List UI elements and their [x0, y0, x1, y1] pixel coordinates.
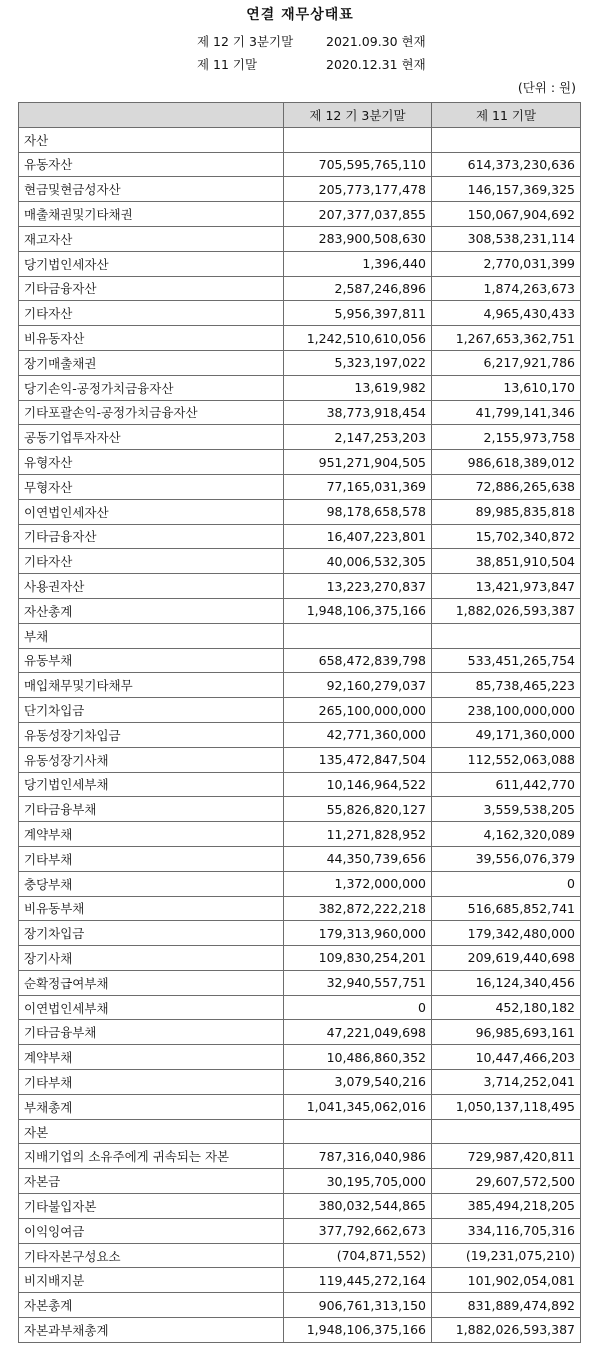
- account-label: 비유동부채: [19, 896, 284, 921]
- account-label: 기타금융부채: [19, 797, 284, 822]
- table-row: [19, 326, 581, 351]
- table-row: [19, 152, 581, 177]
- current-period-value: 13,223,270,837: [284, 574, 432, 599]
- table-row: [19, 1218, 581, 1243]
- table-row: [19, 474, 581, 499]
- account-label: 재고자산: [19, 226, 284, 251]
- prior-period-value: 10,447,466,203: [432, 1045, 581, 1070]
- current-period-value: 92,160,279,037: [284, 673, 432, 698]
- current-period-value: 98,178,658,578: [284, 499, 432, 524]
- table-row: [19, 822, 581, 847]
- table-row: [19, 698, 581, 723]
- prior-period-value: 41,799,141,346: [432, 400, 581, 425]
- prior-period-value: 1,882,026,593,387: [432, 598, 581, 623]
- prior-period-value: 39,556,076,379: [432, 846, 581, 871]
- table-row: [19, 1045, 581, 1070]
- account-label: 계약부채: [19, 1045, 284, 1070]
- prior-period-value: 614,373,230,636: [432, 152, 581, 177]
- prior-period-value: 385,494,218,205: [432, 1194, 581, 1219]
- account-label: 당기법인세부채: [19, 772, 284, 797]
- table-row: [19, 970, 581, 995]
- prior-period-value: 986,618,389,012: [432, 450, 581, 475]
- current-period-value: 1,242,510,610,056: [284, 326, 432, 351]
- account-label: 단기차입금: [19, 698, 284, 723]
- current-period-value: 16,407,223,801: [284, 524, 432, 549]
- table-row: [19, 226, 581, 251]
- table-row: [19, 276, 581, 301]
- prior-period-value: 1,874,263,673: [432, 276, 581, 301]
- prior-period-value: 16,124,340,456: [432, 970, 581, 995]
- account-label: 장기차입금: [19, 921, 284, 946]
- current-period-value: [284, 623, 432, 648]
- current-period-value: 44,350,739,656: [284, 846, 432, 871]
- table-row: [19, 450, 581, 475]
- current-period-value: 377,792,662,673: [284, 1218, 432, 1243]
- account-label: 비지배지분: [19, 1268, 284, 1293]
- account-label: 기타금융자산: [19, 524, 284, 549]
- current-period-value: 42,771,360,000: [284, 722, 432, 747]
- current-period-value: 77,165,031,369: [284, 474, 432, 499]
- table-row: [19, 202, 581, 227]
- header-current-period: 제 12 기 3분기말: [284, 103, 432, 128]
- current-period-value: 265,100,000,000: [284, 698, 432, 723]
- account-label: 무형자산: [19, 474, 284, 499]
- account-label: 이연법인세자산: [19, 499, 284, 524]
- prior-period-value: 533,451,265,754: [432, 648, 581, 673]
- account-label: 부채총계: [19, 1094, 284, 1119]
- table-row: [19, 747, 581, 772]
- prior-period-value: 15,702,340,872: [432, 524, 581, 549]
- current-period-value: 705,595,765,110: [284, 152, 432, 177]
- prior-period-value: 179,342,480,000: [432, 921, 581, 946]
- prior-period-value: [432, 127, 581, 152]
- prior-period-value: 13,610,170: [432, 375, 581, 400]
- prior-period-value: 101,902,054,081: [432, 1268, 581, 1293]
- account-label: 기타포괄손익-공정가치금융자산: [19, 400, 284, 425]
- current-period-value: 2,147,253,203: [284, 425, 432, 450]
- prior-period-value: 4,965,430,433: [432, 301, 581, 326]
- account-label: 매입채무및기타채무: [19, 673, 284, 698]
- prior-period-value: 308,538,231,114: [432, 226, 581, 251]
- prior-period-value: 6,217,921,786: [432, 350, 581, 375]
- account-label: 기타자산: [19, 301, 284, 326]
- account-label: 기타금융자산: [19, 276, 284, 301]
- account-label: 사용권자산: [19, 574, 284, 599]
- current-period-value: 1,041,345,062,016: [284, 1094, 432, 1119]
- table-row: [19, 648, 581, 673]
- table-row: [19, 574, 581, 599]
- prior-period-value: 831,889,474,892: [432, 1293, 581, 1318]
- current-period-value: 1,396,440: [284, 251, 432, 276]
- current-period-value: 40,006,532,305: [284, 549, 432, 574]
- unit-label: (단위 : 원): [517, 80, 576, 95]
- prior-period-value: 29,607,572,500: [432, 1169, 581, 1194]
- statement-title: 연결 재무상태표: [246, 7, 354, 23]
- account-label: 기타금융부채: [19, 1020, 284, 1045]
- current-period-value: 30,195,705,000: [284, 1169, 432, 1194]
- account-label: 자본: [19, 1119, 284, 1144]
- prior-period-value: 38,851,910,504: [432, 549, 581, 574]
- current-period-value: 109,830,254,201: [284, 946, 432, 971]
- prior-period-value: 0: [432, 871, 581, 896]
- header-account: [19, 103, 284, 128]
- header-prior-period: 제 11 기말: [432, 103, 581, 128]
- prior-period-value: 89,985,835,818: [432, 499, 581, 524]
- table-row: [19, 995, 581, 1020]
- account-label: 유동성장기차입금: [19, 722, 284, 747]
- current-period-value: 38,773,918,454: [284, 400, 432, 425]
- table-row: [19, 598, 581, 623]
- table-row: [19, 499, 581, 524]
- table-row: [19, 797, 581, 822]
- account-label: 유동부채: [19, 648, 284, 673]
- current-period-value: 10,486,860,352: [284, 1045, 432, 1070]
- account-label: 기타자본구성요소: [19, 1243, 284, 1268]
- account-label: 충당부채: [19, 871, 284, 896]
- current-period-value: 205,773,177,478: [284, 177, 432, 202]
- current-period-value: 55,826,820,127: [284, 797, 432, 822]
- current-period-value: 2,587,246,896: [284, 276, 432, 301]
- account-label: 기타자산: [19, 549, 284, 574]
- account-label: 자산: [19, 127, 284, 152]
- table-row: [19, 1318, 581, 1343]
- current-period-value: 135,472,847,504: [284, 747, 432, 772]
- account-label: 유형자산: [19, 450, 284, 475]
- table-row: [19, 1293, 581, 1318]
- prior-period-value: 13,421,973,847: [432, 574, 581, 599]
- current-period-value: 1,372,000,000: [284, 871, 432, 896]
- table-row: [19, 896, 581, 921]
- current-period-value: 1,948,106,375,166: [284, 1318, 432, 1343]
- account-label: 현금및현금성자산: [19, 177, 284, 202]
- account-label: 순확정급여부채: [19, 970, 284, 995]
- period-current-date: 2021.09.30 현재: [326, 34, 426, 49]
- prior-period-value: 146,157,369,325: [432, 177, 581, 202]
- account-label: 장기사채: [19, 946, 284, 971]
- current-period-value: 283,900,508,630: [284, 226, 432, 251]
- account-label: 자산총계: [19, 598, 284, 623]
- table-row: [19, 623, 581, 648]
- table-row: [19, 921, 581, 946]
- prior-period-value: 729,987,420,811: [432, 1144, 581, 1169]
- table-row: [19, 871, 581, 896]
- account-label: 기타부채: [19, 1070, 284, 1095]
- table-row: [19, 772, 581, 797]
- account-label: 기타부채: [19, 846, 284, 871]
- prior-period-value: 1,050,137,118,495: [432, 1094, 581, 1119]
- current-period-value: [284, 1119, 432, 1144]
- table-row: [19, 1194, 581, 1219]
- table-row: [19, 425, 581, 450]
- prior-period-value: 238,100,000,000: [432, 698, 581, 723]
- table-row: [19, 722, 581, 747]
- current-period-value: 382,872,222,218: [284, 896, 432, 921]
- table-row: [19, 375, 581, 400]
- prior-period-value: 1,882,026,593,387: [432, 1318, 581, 1343]
- table-row: [19, 846, 581, 871]
- account-label: 기타불입자본: [19, 1194, 284, 1219]
- table-row: [19, 1169, 581, 1194]
- table-header-row: [19, 103, 581, 128]
- prior-period-value: 3,714,252,041: [432, 1070, 581, 1095]
- account-label: 지배기업의 소유주에게 귀속되는 자본: [19, 1144, 284, 1169]
- table-row: [19, 127, 581, 152]
- account-label: 유동성장기사채: [19, 747, 284, 772]
- table-row: [19, 1094, 581, 1119]
- current-period-value: 380,032,544,865: [284, 1194, 432, 1219]
- prior-period-value: 2,155,973,758: [432, 425, 581, 450]
- current-period-value: 32,940,557,751: [284, 970, 432, 995]
- current-period-value: 658,472,839,798: [284, 648, 432, 673]
- prior-period-value: 516,685,852,741: [432, 896, 581, 921]
- current-period-value: 179,313,960,000: [284, 921, 432, 946]
- prior-period-value: 209,619,440,698: [432, 946, 581, 971]
- table-row: [19, 1119, 581, 1144]
- prior-period-value: 452,180,182: [432, 995, 581, 1020]
- prior-period-value: 334,116,705,316: [432, 1218, 581, 1243]
- prior-period-value: 49,171,360,000: [432, 722, 581, 747]
- account-label: 이연법인세부채: [19, 995, 284, 1020]
- current-period-value: 3,079,540,216: [284, 1070, 432, 1095]
- current-period-value: 0: [284, 995, 432, 1020]
- prior-period-value: 112,552,063,088: [432, 747, 581, 772]
- table-row: [19, 1144, 581, 1169]
- table-row: [19, 673, 581, 698]
- table-row: [19, 946, 581, 971]
- table-row: [19, 1243, 581, 1268]
- prior-period-value: 85,738,465,223: [432, 673, 581, 698]
- period-prior-label: 제 11 기말: [197, 57, 258, 72]
- prior-period-value: 3,559,538,205: [432, 797, 581, 822]
- prior-period-value: [432, 1119, 581, 1144]
- current-period-value: (704,871,552): [284, 1243, 432, 1268]
- table-row: [19, 1020, 581, 1045]
- account-label: 자본금: [19, 1169, 284, 1194]
- table-body: [19, 127, 581, 1342]
- current-period-value: 13,619,982: [284, 375, 432, 400]
- current-period-value: 10,146,964,522: [284, 772, 432, 797]
- table-row: [19, 350, 581, 375]
- account-label: 공동기업투자자산: [19, 425, 284, 450]
- prior-period-value: 1,267,653,362,751: [432, 326, 581, 351]
- current-period-value: 906,761,313,150: [284, 1293, 432, 1318]
- current-period-value: 787,316,040,986: [284, 1144, 432, 1169]
- account-label: 계약부채: [19, 822, 284, 847]
- prior-period-value: 72,886,265,638: [432, 474, 581, 499]
- prior-period-value: 611,442,770: [432, 772, 581, 797]
- current-period-value: [284, 127, 432, 152]
- current-period-value: 47,221,049,698: [284, 1020, 432, 1045]
- account-label: 장기매출채권: [19, 350, 284, 375]
- current-period-value: 11,271,828,952: [284, 822, 432, 847]
- table-row: [19, 1268, 581, 1293]
- prior-period-value: [432, 623, 581, 648]
- table-row: [19, 177, 581, 202]
- account-label: 당기손익-공정가치금융자산: [19, 375, 284, 400]
- table-row: [19, 301, 581, 326]
- table-row: [19, 400, 581, 425]
- prior-period-value: (19,231,075,210): [432, 1243, 581, 1268]
- prior-period-value: 4,162,320,089: [432, 822, 581, 847]
- table-row: [19, 524, 581, 549]
- current-period-value: 207,377,037,855: [284, 202, 432, 227]
- account-label: 이익잉여금: [19, 1218, 284, 1243]
- current-period-value: 5,956,397,811: [284, 301, 432, 326]
- prior-period-value: 150,067,904,692: [432, 202, 581, 227]
- period-prior-date: 2020.12.31 현재: [326, 57, 426, 72]
- current-period-value: 1,948,106,375,166: [284, 598, 432, 623]
- current-period-value: 5,323,197,022: [284, 350, 432, 375]
- table-row: [19, 549, 581, 574]
- account-label: 비유동자산: [19, 326, 284, 351]
- account-label: 부채: [19, 623, 284, 648]
- account-label: 자본총계: [19, 1293, 284, 1318]
- balance-sheet-table: [18, 102, 581, 1343]
- prior-period-value: 2,770,031,399: [432, 251, 581, 276]
- account-label: 당기법인세자산: [19, 251, 284, 276]
- account-label: 매출채권및기타채권: [19, 202, 284, 227]
- current-period-value: 951,271,904,505: [284, 450, 432, 475]
- prior-period-value: 96,985,693,161: [432, 1020, 581, 1045]
- account-label: 유동자산: [19, 152, 284, 177]
- account-label: 자본과부채총계: [19, 1318, 284, 1343]
- table-row: [19, 251, 581, 276]
- period-current-label: 제 12 기 3분기말: [197, 34, 294, 49]
- current-period-value: 119,445,272,164: [284, 1268, 432, 1293]
- table-row: [19, 1070, 581, 1095]
